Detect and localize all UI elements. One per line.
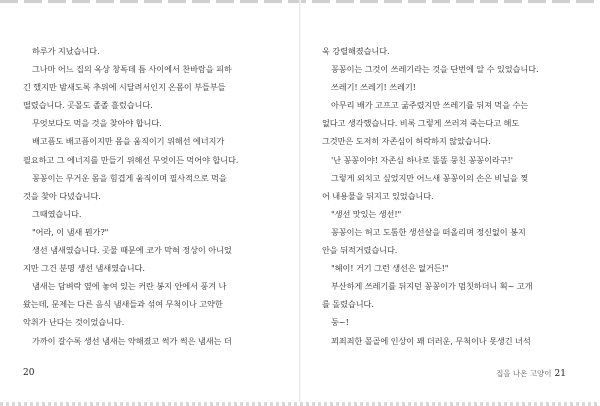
book-gutter — [299, 0, 301, 406]
text-line: "헤이! 거기 그런 생선은 없거든!" — [331, 263, 449, 274]
text-line: 꾀죄죄한 몰골에 인상이 꽤 더러운, 무척이나 못생긴 녀석 — [331, 335, 531, 346]
right-page-footer — [496, 368, 566, 379]
running-head: 집을 나온 고양이 — [496, 369, 552, 378]
text-line: 가까이 갈수록 생선 냄새는 약해졌고 썩가 썩은 냄새는 더 — [32, 335, 232, 346]
text-line: 꽁꽁이는 무거운 몸을 힘겹게 움직이며 필사적으로 먹을 — [32, 172, 227, 183]
text-line: 배고픔도 배고픔이지만 몸을 움직이기 위해선 에너지가 — [32, 136, 225, 147]
text-line: 그것만은 도저히 자존심이 허락하지 않았습니다. — [322, 136, 491, 147]
text-line: 그나마 어느 집의 옥상 창독데 틈 사이에서 찬바람을 피하 — [32, 64, 232, 75]
text-line: 아무리 배가 고프고 굶주렸지만 쓰레기를 뒤져 먹을 수는 — [331, 100, 529, 111]
left-page-number: 20 — [23, 368, 35, 378]
text-line: 꽁꽁이는 그것이 쓰레기라는 것을 단번에 알 수 있었습니다. — [331, 64, 539, 75]
text-line: 무엇보다도 먹을 것을 찾아야 합니다. — [32, 118, 162, 129]
text-line: "생선 맛있는 생선!" — [331, 208, 402, 219]
text-line: 어 내용물을 뒤지고 있었습니다. — [322, 190, 434, 201]
text-line: 것을 찾아 다녔습니다. — [23, 190, 101, 201]
text-line: 왔는데, 문제는 다른 음식 냄새들과 섞여 무척이나 고약한 — [23, 299, 223, 310]
text-line: 없다고 생각했습니다. 비록 그렇게 쓰러져 죽는다고 해도 — [322, 118, 520, 129]
text-line: 악취가 난다는 것이었습니다. — [23, 317, 125, 328]
text-line: 부산하게 쓰레기를 뒤지던 꽁꽁이가 멈칫하더니 획~ 고개 — [331, 281, 533, 292]
text-line: 쓰레기! 쓰레기! 쓰레기! — [331, 82, 416, 93]
text-line: "어라, 이 냄새 뭔가?" — [32, 226, 109, 237]
text-line: 냄새는 담벼락 옆에 놓여 있는 커란 봉지 안에서 풍겨 나 — [32, 281, 227, 292]
text-line: 생선 냄새였습니다. 곳물 때문에 코가 막혀 정상이 아니었 — [32, 245, 232, 256]
text-line: 꽁꽁이는 허고 도톰한 생선살을 떠올리며 정신없이 봉지 — [331, 226, 526, 237]
text-line: 떨렸습니다. 곳몰도 졸졸 흘렀습니다. — [23, 100, 153, 111]
text-line: 그렇게 외치고 싶었지만 어느새 꽁꽁이의 손은 비닐을 찢 — [331, 172, 529, 183]
text-line: 욱 강렬해졌습니다. — [322, 46, 390, 56]
text-line: 긴 했지만 밤새도록 추위에 시달려서인지 온몸이 부들부들 — [23, 82, 226, 93]
bottom-decorative-rule — [0, 402, 600, 406]
text-line: 둥~! — [331, 317, 349, 328]
text-line: 그때였습니다. — [32, 208, 82, 219]
right-page-number: 21 — [554, 369, 566, 379]
text-line: '난 꽁꽁이야! 자존심 하나로 똘똘 뭉친 꽁꽁이라구!' — [331, 154, 513, 165]
left-page-body — [23, 42, 269, 350]
text-line: 를 돌렸습니다. — [322, 299, 374, 310]
text-line: 지만 그건 분명 생선 냄새였습니다. — [23, 263, 145, 274]
right-page-body — [322, 42, 568, 350]
text-line: 필요하고 그 에너지를 만들기 위해선 무엇이든 먹어야 합니다. — [23, 154, 239, 165]
text-line: 하루가 지났습니다. — [32, 46, 100, 56]
text-line: 안을 뒤적거렸습니다. — [322, 245, 398, 256]
